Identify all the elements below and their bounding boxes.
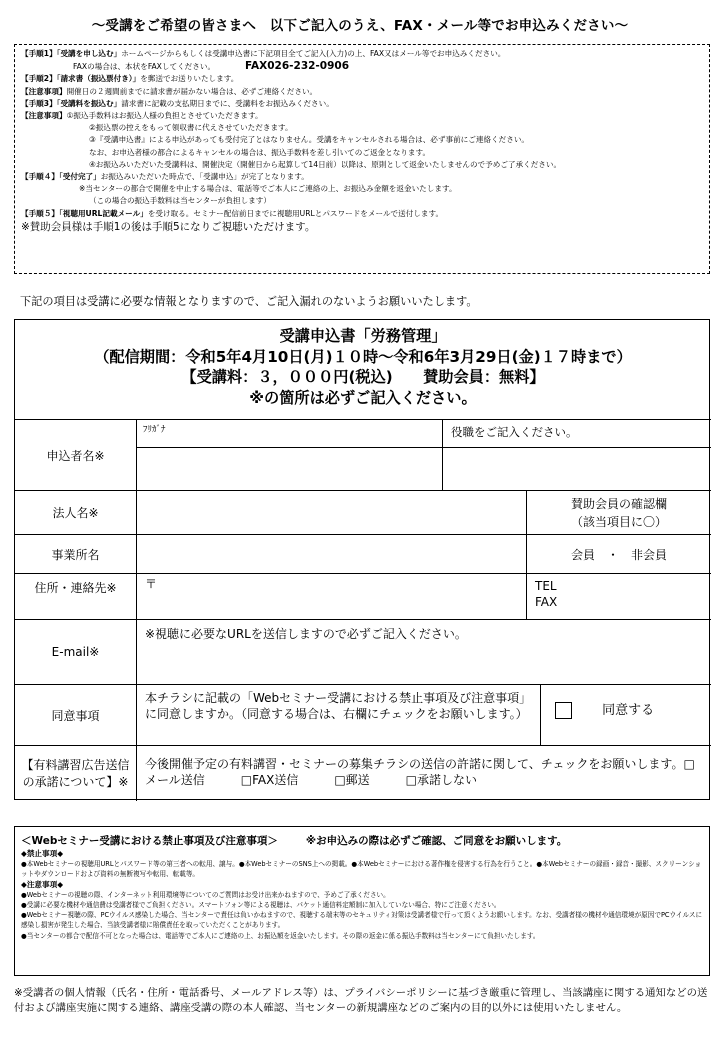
privacy-notice: ※受講者の個人情報（氏名・住所・電話番号、メールアドレス等）は、プライバシーポリシーに基づき厳重に管理し、当該講座に関する通知などの送付および講座実施に関する連絡、講座受講の際の本人確認、当センターの新規講座などのご案内の目的以外には使用いたしません。	[14, 987, 708, 1014]
step-line	[21, 171, 703, 183]
consent-agree-label: 同意する	[602, 703, 655, 718]
prohibited-text: ●本Webセミナーの視聴用URLとパスワード等の第三者への転用、譲与。●本WebセミナーのSNS上への掲載。●本Webセミナーにおける著作権を侵害する行為を行うこと。●本Webセミナーの録画・録音・撮影、スクリーンショットやダウンロードおよび資料の無断複写や転用、転載等。	[21, 860, 702, 879]
rules-heading-note: ※お申込みの際は必ずご確認、ご同意をお願いします。	[305, 835, 568, 847]
consent-label: 同意事項	[15, 685, 137, 746]
form-heading	[15, 320, 711, 420]
step-text: なお、お申込者様の都合によるキャンセルの場合は、振込手数料を差し引いてのご返金となります。	[89, 147, 431, 157]
email-field[interactable]	[137, 620, 711, 685]
corp-name-field[interactable]	[137, 491, 527, 535]
step-line	[21, 159, 703, 171]
rules-heading: ＜Webセミナー受講における禁止事項及び注意事項＞ ※お申込みの際は必ずご確認、ご同意をお願いします。	[21, 835, 568, 847]
form-period: （配信期間：令和5年4月10日(月)１０時～令和6年3月29日(金)１７時まで）	[94, 347, 632, 366]
prohibited-heading: ◆禁止事項◆	[21, 849, 64, 858]
notes-item: ●受講に必要な機材や通信費は受講者様でご負担ください。スマートフォン等による視聴は、パケット通信料定額制に加入していない場合、特にご注意ください。	[21, 901, 501, 910]
office-name-field[interactable]	[137, 535, 527, 574]
step-action: 「請求書（振込票付き）」	[56, 74, 141, 84]
step-line	[21, 195, 703, 207]
step-text: （この場合の振込手数料は当センターが負担します）	[89, 196, 271, 206]
step-text: ③『受講申込書』による申込があっても受付完了とはなりません。受講をキャンセルされる場合は、必ず事前にご連絡ください。	[89, 135, 530, 145]
corp-name-label: 法人名※	[15, 491, 137, 535]
applicant-name-label: 申込者名※	[15, 420, 137, 491]
member-options[interactable]: 会員 ・ 非会員	[527, 535, 711, 574]
position-field[interactable]	[443, 420, 711, 448]
consent-checkbox[interactable]	[555, 702, 572, 719]
tel-label: TEL	[535, 579, 557, 593]
application-form	[14, 319, 710, 800]
step-text: 開催日の２週間前までに請求書が届かない場合は、必ずご連絡ください。	[66, 86, 318, 96]
applicant-name-field[interactable]	[137, 448, 443, 491]
step-text: を受け取る。セミナー配信前日までに視聴用URLとパスワードをメールで送付します。	[147, 208, 444, 218]
intro-text: 下記の項目は受講に必要な情報となりますので、ご記入漏れのないようお願いいたします。	[20, 295, 478, 308]
office-name-label: 事業所名	[15, 535, 137, 574]
form-fee: 【受講料：３，０００円(税込) 賛助会員：無料】	[181, 368, 545, 386]
step-text: ②振込票の控えをもって領収書に代えさせていただきます。	[89, 123, 293, 133]
step-label: 【手順2】	[21, 74, 57, 84]
step-action: 「受講を申し込む」	[56, 49, 122, 58]
step-line	[21, 86, 703, 98]
step-text: ①振込手数料はお振込人様の負担とさせていただきます。	[66, 111, 263, 121]
step-text: ④お振込みいただいた受講料は、開催決定（開催日から起算して14日前）以降は、原則として返金いたしませんので予めご了承ください。	[89, 159, 562, 169]
position-value-field[interactable]	[443, 448, 711, 491]
step-label: 【注意事項】	[21, 111, 67, 121]
step-line	[21, 122, 703, 134]
step-label: 【注意事項】	[21, 86, 67, 96]
furigana-label: ﾌﾘｶﾞﾅ	[143, 425, 166, 435]
step-label: 【手順５】	[21, 208, 59, 218]
step-action: 「受付完了」	[58, 172, 101, 182]
step-text: お振込みいただいた時点で、「受講申込」が完了となります。	[100, 172, 309, 182]
furigana-field[interactable]	[137, 420, 443, 448]
step-line	[21, 110, 703, 122]
fax-number: FAX026-232-0906	[245, 60, 350, 73]
ad-consent-label: 【有料講習広告送信の承諾について】※	[15, 746, 137, 801]
notes-item: ●当センターの都合で配信不可となった場合は、電話等でご本人にご連絡の上、お振込額を返金いたします。その際の返金に係る振込手数料は当センターにて負担いたします。	[21, 931, 540, 940]
notes-item: ●Webセミナーの視聴の際、インターネット利用環境等についてのご質問はお受け出来かねますので、予めご了承ください。	[21, 890, 390, 899]
step-text: ※当センターの都合で開催を中止する場合は、電話等でご本人にご連絡の上、お振込み金額を返金いたします。	[79, 184, 457, 194]
email-note: ※視聴に必要なURLを送信しますので必ずご記入ください。	[145, 627, 467, 641]
rules-box	[14, 826, 710, 976]
application-steps-box	[14, 44, 710, 274]
postal-mark: 〒	[145, 577, 158, 591]
fax-label: FAX	[535, 595, 558, 609]
step-text: FAXの場合は、本状をFAXしてください。	[73, 62, 216, 72]
step-label: 【手順４】	[21, 172, 59, 182]
consent-text: 本チラシに記載の「Webセミナー受講における禁止事項及び注意事項」に同意しますか。（同意する場合は、右欄にチェックをお願いします。）	[137, 685, 541, 746]
page-title: ～受講をご希望の皆さまへ 以下ご記入のうえ、FAX・メール等でお申込みください～	[91, 18, 629, 34]
step-action: 「受講料を振込む」	[56, 98, 122, 108]
step-text: を郵送でお送りいたします。	[140, 74, 239, 84]
step-line	[21, 208, 703, 220]
notes-item: ●Webセミナー視聴の際、PCウイルス感染した場合、当センターで責任は負いかねますので、視聴する端末等のセキュリティ対策は受講者様で行って頂くようお願いします。なお、受講者様の機材や通信環境が原因でPCウイルスに感染し損害が発生した場合、当該受講者様に賠償責任を取っていただくことがあります。	[21, 911, 703, 930]
step-action: 「視聴用URL記載メール」	[58, 208, 148, 218]
step-line	[21, 48, 703, 60]
step-line	[21, 73, 703, 85]
step-label: 【手順1】	[21, 49, 57, 58]
step-line	[21, 134, 703, 146]
step-line	[21, 60, 703, 73]
contact-field[interactable]	[527, 574, 711, 620]
step-line	[21, 98, 703, 110]
consent-check-cell	[541, 685, 711, 746]
step-line	[21, 147, 703, 159]
address-label: 住所・連絡先※	[15, 574, 137, 620]
step-text: 請求書に記載の支払期日までに、受講料をお振込みください。	[121, 98, 334, 108]
step-label: 【手順3】	[21, 98, 57, 108]
notes-heading: ◆注意事項◆	[21, 879, 64, 889]
ad-consent-options[interactable]: 今後開催予定の有料講習・セミナーの募集チラシの送信の許諾に関して、チェックをお願いします。□メール送信 □FAX送信 □郵送 □承諾しない	[145, 757, 695, 787]
member-check-label: 賛助会員の確認欄 （該当項目に〇）	[527, 491, 711, 535]
position-label: 役職をご記入ください。	[451, 425, 578, 439]
form-required-note: ※の箇所は必ずご記入ください。	[249, 388, 477, 407]
email-label: E-mail※	[15, 620, 137, 685]
step-line	[21, 183, 703, 195]
supporting-member-note: ※賛助会員様は手順1の後は手順5になりご視聴いただけます。	[21, 220, 316, 233]
form-title: 受講申込書「労務管理」	[279, 327, 447, 345]
step-text: ホームページからもしくは受講申込書に下記項目全てご記入(入力)の上、FAX又はメール等でお申込みください。	[121, 49, 506, 58]
address-field[interactable]	[137, 574, 527, 620]
